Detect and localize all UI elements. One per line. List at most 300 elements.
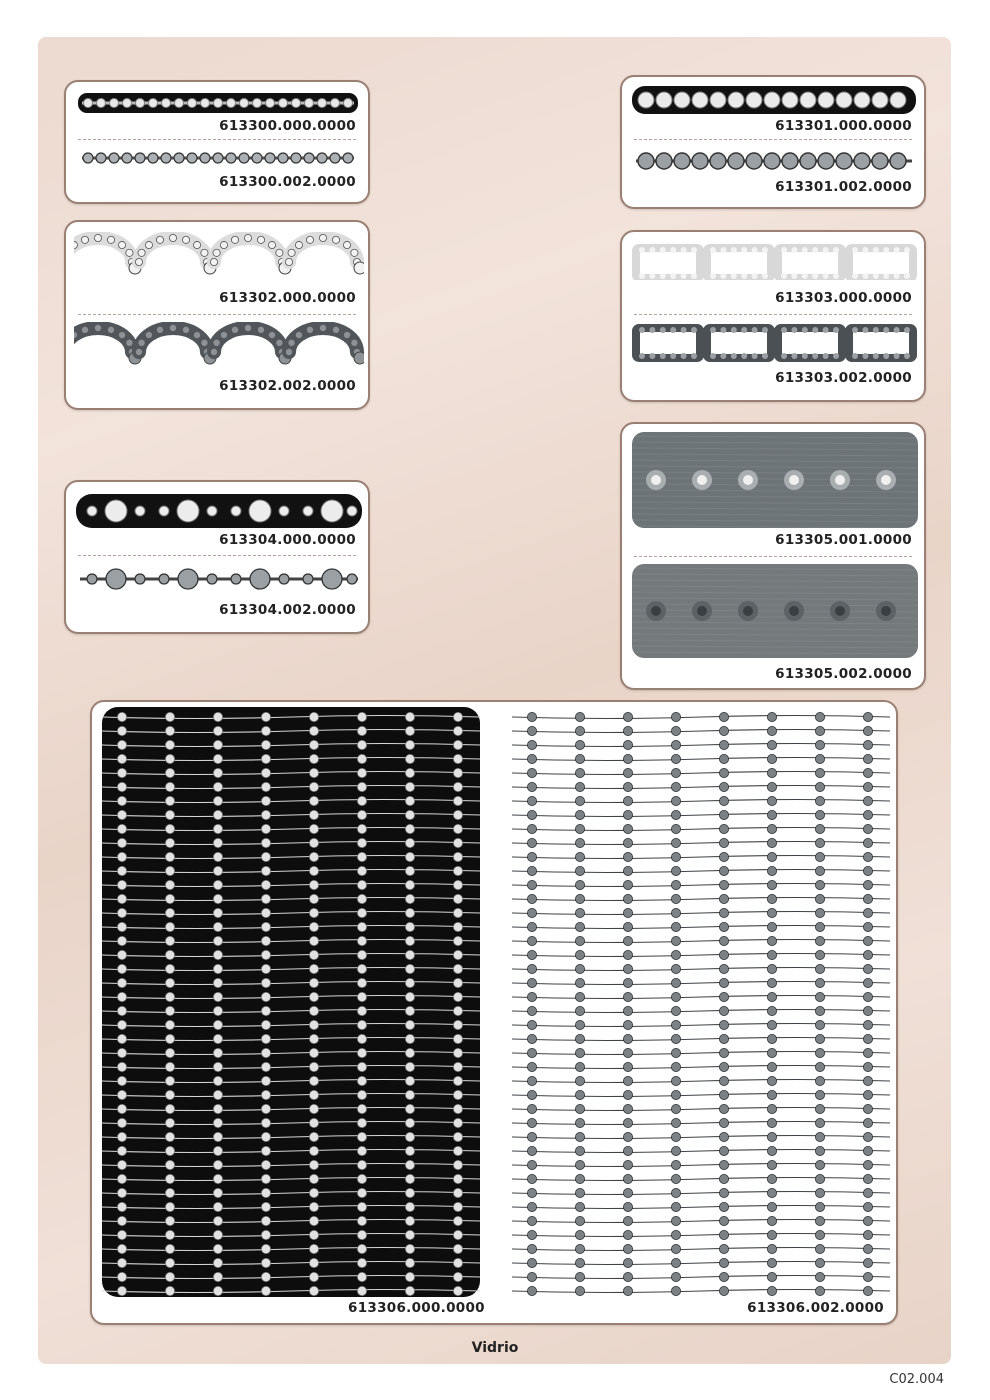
mesh-stone bbox=[815, 1118, 824, 1127]
crystal-stone bbox=[818, 92, 834, 108]
mesh-stone bbox=[575, 978, 584, 987]
mesh-stone bbox=[213, 1090, 222, 1099]
product-card-613302 bbox=[64, 220, 370, 410]
mesh-stone bbox=[213, 726, 222, 735]
stone bbox=[210, 348, 217, 355]
product-card-613305 bbox=[620, 422, 926, 690]
mesh-stone bbox=[719, 1160, 728, 1169]
stone bbox=[257, 326, 264, 333]
mesh-stone bbox=[117, 838, 126, 847]
link-frame bbox=[849, 328, 913, 358]
mesh-stone bbox=[623, 908, 632, 917]
mesh-stone bbox=[527, 1146, 536, 1155]
stone bbox=[789, 475, 799, 485]
mesh-stone bbox=[671, 950, 680, 959]
mesh-stone bbox=[405, 838, 414, 847]
stone bbox=[731, 247, 737, 253]
mesh-stone bbox=[527, 1090, 536, 1099]
mesh-stone bbox=[767, 1034, 776, 1043]
mesh-stone bbox=[261, 810, 270, 819]
crystal-stone bbox=[162, 99, 171, 108]
mesh-stone bbox=[767, 810, 776, 819]
crystal-stone bbox=[347, 506, 357, 516]
product-image-613303-002 bbox=[632, 324, 918, 362]
mesh-stone bbox=[575, 838, 584, 847]
mesh-stone bbox=[309, 936, 318, 945]
mesh-stone bbox=[405, 978, 414, 987]
mesh-stone bbox=[117, 1034, 126, 1043]
product-image-613306-000 bbox=[102, 707, 480, 1297]
stone bbox=[833, 273, 839, 279]
mesh-stone bbox=[261, 866, 270, 875]
stone bbox=[691, 273, 697, 279]
stone bbox=[752, 327, 758, 333]
stone bbox=[720, 353, 726, 359]
mesh-stone bbox=[213, 1160, 222, 1169]
mesh-stone bbox=[815, 1202, 824, 1211]
mesh-stone bbox=[767, 894, 776, 903]
mesh-stone bbox=[309, 1160, 318, 1169]
mesh-stone bbox=[165, 1076, 174, 1085]
mesh-stone bbox=[405, 1174, 414, 1183]
metal-stone bbox=[322, 569, 342, 589]
mesh-stone bbox=[815, 852, 824, 861]
mesh-stone bbox=[117, 1286, 126, 1295]
mesh-stone bbox=[309, 1062, 318, 1071]
mesh-stone bbox=[213, 1132, 222, 1141]
product-image-613301-002 bbox=[632, 149, 916, 173]
metal-stone bbox=[187, 153, 197, 163]
mesh-stone bbox=[261, 1006, 270, 1015]
stone bbox=[639, 353, 645, 359]
link-frame bbox=[849, 248, 913, 278]
mesh-stone bbox=[117, 936, 126, 945]
mesh-stone bbox=[453, 1174, 462, 1183]
mesh-stone bbox=[527, 922, 536, 931]
stone bbox=[145, 331, 152, 338]
mesh-stone bbox=[309, 838, 318, 847]
stone bbox=[791, 353, 797, 359]
crystal-stone bbox=[890, 92, 906, 108]
mesh-stone bbox=[719, 712, 728, 721]
metal-stone bbox=[764, 153, 780, 169]
mesh-stone bbox=[767, 1076, 776, 1085]
stone bbox=[220, 241, 227, 248]
mesh-stone bbox=[165, 964, 174, 973]
divider bbox=[78, 555, 356, 556]
mesh-stone bbox=[815, 1272, 824, 1281]
mesh-stone bbox=[815, 1048, 824, 1057]
stone bbox=[649, 273, 655, 279]
metal-stone bbox=[638, 153, 654, 169]
product-image-613300-002 bbox=[78, 150, 358, 166]
mesh-stone bbox=[863, 1244, 872, 1253]
mesh-stone bbox=[405, 950, 414, 959]
mesh-stone bbox=[623, 1258, 632, 1267]
mesh-stone bbox=[117, 1118, 126, 1127]
mesh-stone bbox=[405, 1286, 414, 1295]
mesh-stone bbox=[815, 824, 824, 833]
metal-stone bbox=[347, 574, 357, 584]
mesh-stone bbox=[623, 1230, 632, 1239]
mesh-stone bbox=[863, 1216, 872, 1225]
mesh-stone bbox=[213, 866, 222, 875]
mesh-stone bbox=[863, 1006, 872, 1015]
mesh-stone bbox=[213, 796, 222, 805]
metal-stone bbox=[692, 153, 708, 169]
mesh-stone bbox=[165, 1160, 174, 1169]
mesh-stone bbox=[405, 740, 414, 749]
mesh-stone bbox=[719, 1216, 728, 1225]
mesh-stone bbox=[863, 1076, 872, 1085]
mesh-stone bbox=[453, 1202, 462, 1211]
mesh-stone bbox=[453, 1146, 462, 1155]
mesh-stone bbox=[767, 1048, 776, 1057]
mesh-stone bbox=[405, 1230, 414, 1239]
mesh-stone bbox=[117, 754, 126, 763]
mesh-stone bbox=[309, 1146, 318, 1155]
mesh-stone bbox=[575, 810, 584, 819]
product-image-613301-000 bbox=[632, 85, 916, 115]
mesh-stone bbox=[309, 796, 318, 805]
stone bbox=[231, 236, 238, 243]
mesh-stone bbox=[213, 1258, 222, 1267]
product-code: 613301.002.0000 bbox=[775, 179, 912, 195]
stone bbox=[126, 339, 133, 346]
mesh-stone bbox=[863, 1062, 872, 1071]
mesh-stone bbox=[863, 1090, 872, 1099]
metal-stone bbox=[159, 574, 169, 584]
metal-stone bbox=[135, 153, 145, 163]
stone bbox=[743, 606, 753, 616]
stone bbox=[138, 339, 145, 346]
stone bbox=[295, 331, 302, 338]
mesh-stone bbox=[213, 740, 222, 749]
stone bbox=[332, 236, 339, 243]
mesh-stone bbox=[719, 1020, 728, 1029]
mesh-stone bbox=[527, 1160, 536, 1169]
mesh-stone bbox=[309, 852, 318, 861]
mesh-stone bbox=[863, 950, 872, 959]
mesh-stone bbox=[815, 950, 824, 959]
mesh-stone bbox=[357, 782, 366, 791]
mesh-stone bbox=[453, 1160, 462, 1169]
mesh-stone bbox=[117, 1258, 126, 1267]
mesh-stone bbox=[527, 796, 536, 805]
mesh-stone bbox=[815, 1188, 824, 1197]
stone bbox=[118, 241, 125, 248]
crystal-stone bbox=[872, 92, 888, 108]
mesh-stone bbox=[767, 1244, 776, 1253]
metal-stone bbox=[343, 153, 353, 163]
mesh-stone bbox=[767, 880, 776, 889]
mesh-stone bbox=[405, 1020, 414, 1029]
crystal-stone bbox=[303, 506, 313, 516]
mesh-stone bbox=[117, 768, 126, 777]
product-image-613305-001 bbox=[632, 432, 918, 528]
mesh-stone bbox=[719, 1188, 728, 1197]
mesh-stone bbox=[623, 754, 632, 763]
mesh-stone bbox=[261, 1076, 270, 1085]
mesh-stone bbox=[453, 712, 462, 721]
mesh-stone bbox=[357, 1188, 366, 1197]
stone bbox=[74, 331, 78, 338]
mesh-stone bbox=[623, 936, 632, 945]
mesh-stone bbox=[815, 1090, 824, 1099]
mesh-stone bbox=[453, 880, 462, 889]
mesh-stone bbox=[575, 1062, 584, 1071]
mesh-stone bbox=[767, 768, 776, 777]
mesh-stone bbox=[309, 1272, 318, 1281]
stone bbox=[762, 353, 768, 359]
mesh-stone bbox=[623, 852, 632, 861]
stone bbox=[81, 326, 88, 333]
mesh-stone bbox=[623, 978, 632, 987]
mesh-stone bbox=[453, 1048, 462, 1057]
mesh-stone bbox=[405, 1132, 414, 1141]
mesh-stone bbox=[261, 1188, 270, 1197]
metal-stone bbox=[728, 153, 744, 169]
mesh-stone bbox=[767, 1132, 776, 1141]
stone bbox=[681, 247, 687, 253]
mesh-stone bbox=[213, 1146, 222, 1155]
mesh-stone bbox=[261, 1118, 270, 1127]
mesh-stone bbox=[261, 1286, 270, 1295]
mesh-stone bbox=[575, 782, 584, 791]
mesh-stone bbox=[309, 712, 318, 721]
mesh-stone bbox=[117, 964, 126, 973]
mesh-stone bbox=[863, 1146, 872, 1155]
mesh-stone bbox=[527, 852, 536, 861]
crystal-stone bbox=[177, 500, 199, 522]
mesh-stone bbox=[357, 992, 366, 1001]
metal-stone bbox=[109, 153, 119, 163]
stone bbox=[670, 273, 676, 279]
mesh-stone bbox=[863, 1188, 872, 1197]
stone bbox=[639, 327, 645, 333]
mesh-stone bbox=[357, 726, 366, 735]
mesh-stone bbox=[767, 1062, 776, 1071]
mesh-stone bbox=[575, 1258, 584, 1267]
mesh-stone bbox=[405, 894, 414, 903]
stone bbox=[193, 331, 200, 338]
mesh-stone bbox=[719, 1244, 728, 1253]
stone bbox=[781, 327, 787, 333]
mesh-stone bbox=[623, 922, 632, 931]
mesh-stone bbox=[623, 1104, 632, 1113]
mesh-stone bbox=[671, 866, 680, 875]
mesh-stone bbox=[117, 1230, 126, 1239]
mesh-stone bbox=[575, 866, 584, 875]
mesh-stone bbox=[357, 1146, 366, 1155]
crystal-stone bbox=[710, 92, 726, 108]
crystal-stone bbox=[305, 99, 314, 108]
mesh-stone bbox=[527, 1048, 536, 1057]
mesh-stone bbox=[575, 1286, 584, 1295]
mesh-stone bbox=[261, 1216, 270, 1225]
mesh-stone bbox=[719, 1202, 728, 1211]
product-card-613306 bbox=[90, 700, 898, 1325]
crystal-stone bbox=[97, 99, 106, 108]
mesh-stone bbox=[309, 1216, 318, 1225]
mesh-stone bbox=[213, 894, 222, 903]
mesh-stone bbox=[117, 1146, 126, 1155]
mesh-stone bbox=[815, 964, 824, 973]
mesh-stone bbox=[213, 964, 222, 973]
mesh-stone bbox=[405, 1006, 414, 1015]
mesh-stone bbox=[357, 1272, 366, 1281]
mesh-stone bbox=[575, 1006, 584, 1015]
crystal-stone bbox=[800, 92, 816, 108]
mesh-stone bbox=[671, 1174, 680, 1183]
mesh-stone bbox=[767, 1020, 776, 1029]
link-frame bbox=[707, 248, 771, 278]
mesh-stone bbox=[527, 1202, 536, 1211]
stone bbox=[257, 236, 264, 243]
mesh-stone bbox=[357, 936, 366, 945]
stone bbox=[835, 606, 845, 616]
stone bbox=[833, 353, 839, 359]
mesh-stone bbox=[117, 1006, 126, 1015]
mesh-stone bbox=[575, 1048, 584, 1057]
mesh-stone bbox=[719, 726, 728, 735]
mesh-stone bbox=[575, 796, 584, 805]
mesh-stone bbox=[309, 1090, 318, 1099]
stone bbox=[691, 353, 697, 359]
mesh-stone bbox=[213, 1062, 222, 1071]
mesh-stone bbox=[165, 1034, 174, 1043]
mesh-stone bbox=[405, 712, 414, 721]
stone bbox=[873, 327, 879, 333]
metal-stone bbox=[782, 153, 798, 169]
mesh-stone bbox=[405, 908, 414, 917]
mesh-stone bbox=[261, 1160, 270, 1169]
mesh-stone bbox=[213, 852, 222, 861]
mesh-stone bbox=[453, 908, 462, 917]
mesh-stone bbox=[671, 992, 680, 1001]
mesh-stone bbox=[623, 1202, 632, 1211]
mesh-stone bbox=[575, 1272, 584, 1281]
mesh-stone bbox=[815, 866, 824, 875]
mesh-stone bbox=[213, 1006, 222, 1015]
stone bbox=[201, 339, 208, 346]
mesh-stone bbox=[261, 936, 270, 945]
mesh-stone bbox=[357, 810, 366, 819]
mesh-stone bbox=[527, 1174, 536, 1183]
mesh-stone bbox=[309, 908, 318, 917]
mesh-stone bbox=[165, 852, 174, 861]
link-frame bbox=[636, 248, 700, 278]
metal-stone bbox=[106, 569, 126, 589]
mesh-stone bbox=[453, 754, 462, 763]
stone bbox=[883, 353, 889, 359]
mesh-stone bbox=[671, 964, 680, 973]
mesh-stone bbox=[165, 950, 174, 959]
mesh-stone bbox=[213, 1174, 222, 1183]
mesh-stone bbox=[165, 796, 174, 805]
stone bbox=[823, 327, 829, 333]
mesh-stone bbox=[117, 978, 126, 987]
stone bbox=[720, 273, 726, 279]
mesh-stone bbox=[357, 908, 366, 917]
mesh-stone bbox=[527, 824, 536, 833]
mesh-stone bbox=[527, 1118, 536, 1127]
mesh-stone bbox=[767, 950, 776, 959]
stone bbox=[833, 327, 839, 333]
mesh-stone bbox=[213, 754, 222, 763]
mesh-stone bbox=[165, 740, 174, 749]
product-code: 613302.000.0000 bbox=[219, 290, 356, 306]
mesh-stone bbox=[671, 852, 680, 861]
mesh-stone bbox=[623, 1020, 632, 1029]
mesh-stone bbox=[671, 726, 680, 735]
mesh-stone bbox=[719, 1132, 728, 1141]
stone bbox=[802, 353, 808, 359]
mesh-stone bbox=[575, 1146, 584, 1155]
mesh-stone bbox=[213, 908, 222, 917]
mesh-stone bbox=[623, 1118, 632, 1127]
mesh-stone bbox=[815, 796, 824, 805]
mesh-stone bbox=[671, 908, 680, 917]
mesh-stone bbox=[623, 810, 632, 819]
mesh-stone bbox=[453, 1216, 462, 1225]
mesh-stone bbox=[575, 922, 584, 931]
mesh-stone bbox=[815, 1258, 824, 1267]
center-stone bbox=[354, 352, 364, 364]
product-code: 613300.000.0000 bbox=[219, 118, 356, 134]
stone bbox=[862, 327, 868, 333]
mesh-stone bbox=[261, 712, 270, 721]
mesh-stone bbox=[719, 1272, 728, 1281]
stone bbox=[720, 247, 726, 253]
stone bbox=[802, 327, 808, 333]
mesh-stone bbox=[357, 1104, 366, 1113]
mesh-stone bbox=[213, 922, 222, 931]
product-image-613305-002 bbox=[632, 564, 918, 658]
metal-stone bbox=[818, 153, 834, 169]
mesh-stone bbox=[863, 1258, 872, 1267]
mesh-stone bbox=[815, 1174, 824, 1183]
mesh-stone bbox=[575, 936, 584, 945]
material-label: Vidrio bbox=[471, 1340, 519, 1356]
stone bbox=[812, 273, 818, 279]
stone bbox=[681, 327, 687, 333]
mesh-stone bbox=[815, 782, 824, 791]
mesh-stone bbox=[527, 1244, 536, 1253]
stone bbox=[94, 324, 101, 331]
product-code: 613304.000.0000 bbox=[219, 532, 356, 548]
mesh-stone bbox=[767, 964, 776, 973]
mesh-stone bbox=[165, 1132, 174, 1141]
mesh-stone bbox=[863, 866, 872, 875]
mesh-stone bbox=[357, 1202, 366, 1211]
mesh-stone bbox=[671, 880, 680, 889]
mesh-stone bbox=[719, 1258, 728, 1267]
mesh-stone bbox=[671, 1062, 680, 1071]
mesh-stone bbox=[671, 824, 680, 833]
mesh-stone bbox=[623, 1076, 632, 1085]
stone bbox=[741, 273, 747, 279]
metal-stone bbox=[200, 153, 210, 163]
crystal-stone bbox=[135, 506, 145, 516]
mesh-stone bbox=[623, 1132, 632, 1141]
product-code: 613301.000.0000 bbox=[775, 118, 912, 134]
mesh-stone bbox=[213, 1188, 222, 1197]
mesh-stone bbox=[671, 1216, 680, 1225]
mesh-stone bbox=[719, 1090, 728, 1099]
mesh-stone bbox=[527, 1258, 536, 1267]
stone bbox=[660, 327, 666, 333]
